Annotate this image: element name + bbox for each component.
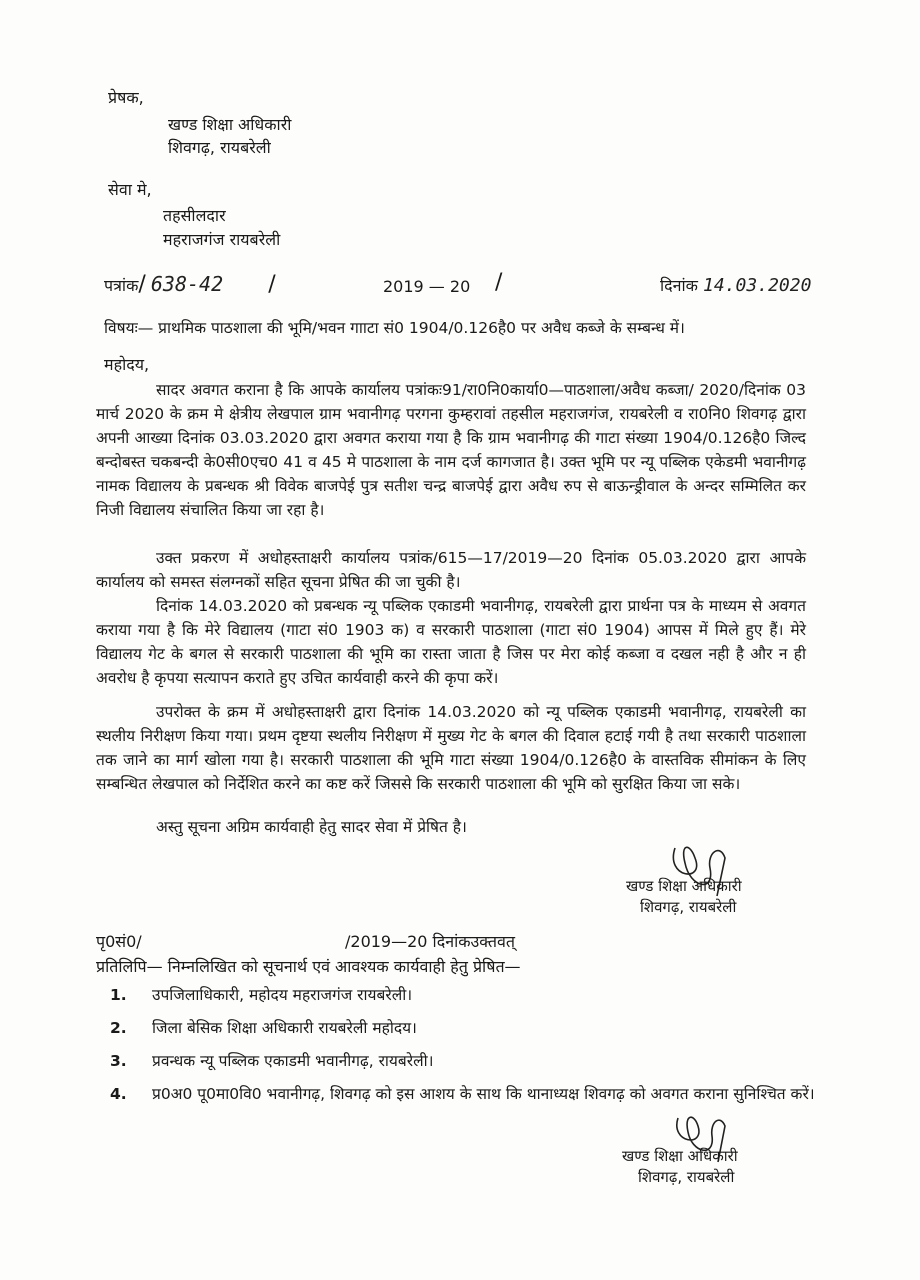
signature1-designation: खण्ड शिक्षा अधिकारी — [626, 877, 742, 895]
session-year: 2019 — 20 — [383, 277, 471, 296]
signature2-designation: खण्ड शिक्षा अधिकारी — [622, 1147, 738, 1165]
signature1-location: शिवगढ़, रायबरेली — [640, 898, 737, 916]
recipient-location: महराजगंज रायबरेली — [163, 230, 281, 249]
recipient-label: सेवा मे, — [108, 180, 152, 199]
date-value: 14.03.2020 — [703, 275, 812, 296]
body-paragraph-1: सादर अवगत कराना है कि आपके कार्यालय पत्रांकः91/रा0नि0कार्या0—पाठशाला/अवैध कब्जा/ 2020/दिनांक 03 मार्च 2020 के क्रम मे क्षेत्रीय लेखपाल ग्राम भवानीगढ़ परगना कुम्हरावां तहसील महराजगंज, रायबरेली व रा0नि0 शिवगढ़ द्वारा अपनी आख्या दिनांक 03.03.2020 द्वारा अवगत कराया गया है कि ग्राम भवानीगढ़ की गाटा संख्या 1904/0.126है0 जिल्द बन्दोबस्त चकबन्दी के0सी0एच0 41 व 45 मे पाठशाला के नाम दर्ज कागजात है। उक्त भूमि पर न्यू पब्लिक एकेडमी भवानीगढ़ नामक विद्यालय के प्रबन्धक श्री विवेक बाजपेई पुत्र सतीश चन्द्र बाजपेई द्वारा अवैध रुप से बाऊन्ड्रीवाल के अन्दर सम्मिलित कर निजी विद्यालय संचालित किया जा रहा है। — [96, 381, 806, 519]
patrank-label: पत्रांक — [104, 276, 139, 295]
patrank-line: पत्रांक/ 638-42 / — [104, 272, 276, 297]
session-slash: / — [495, 270, 503, 295]
sender-location: शिवगढ़, रायबरेली — [168, 138, 271, 157]
copy-ref-suffix: /2019—20 दिनांकउक्तवत् — [345, 932, 515, 951]
list-item: 1. उपजिलाधिकारी, महोदय महराजगंज रायबरेली। — [110, 986, 413, 1004]
list-item: 3. प्रवन्धक न्यू पब्लिक एकाडमी भवानीगढ़, रायबरेली। — [110, 1052, 434, 1070]
recipient-designation: तहसीलदार — [163, 206, 226, 225]
copy-ref-prefix: पृ0सं0/ — [96, 932, 142, 951]
body-paragraph-2: उक्त प्रकरण में अधोहस्ताक्षरी कार्यालय पत्रांक/615—17/2019—20 दिनांक 05.03.2020 द्वारा आपके कार्यालय को समस्त संलग्नकों सहित सूचना प्रेषित की जा चुकी है। — [96, 549, 806, 591]
body-paragraph-3: दिनांक 14.03.2020 को प्रबन्धक न्यू पब्लिक एकाडमी भवानीगढ़, रायबरेली द्वारा प्रार्थना पत्र के माध्यम से अवगत कराया गया है कि मेरे विद्यालय (गाटा सं0 1903 क) व सरकारी पाठशाला (गाटा सं0 1904) आपस में मिले हुए हैं। मेरे विद्यालय गेट के बगल से सरकारी पाठशाला की भूमि का रास्ता जाता है जिस पर मेरा कोई कब्जा व दखल नही है और न ही अवरोध है कृपया सत्यापन कराते हुए उचित कार्यवाही करने की कृपा करें। — [96, 597, 806, 687]
list-item: 2. जिला बेसिक शिक्षा अधिकारी रायबरेली महोदय। — [110, 1019, 417, 1037]
salutation: महोदय, — [104, 355, 150, 374]
sender-designation: खण्ड शिक्षा अधिकारी — [168, 115, 292, 134]
copy-list — [110, 985, 830, 1117]
date-label: दिनांक — [660, 276, 698, 295]
body-paragraph-5: अस्तु सूचना अग्रिम कार्यवाही हेतु सादर सेवा में प्रेषित है। — [156, 818, 467, 836]
copy-intro: प्रतिलिपि— निम्नलिखित को सूचनार्थ एवं आवश्यक कार्यवाही हेतु प्रेषित— — [96, 957, 521, 976]
signature2-location: शिवगढ़, रायबरेली — [638, 1168, 735, 1186]
subject-line: विषयः— प्राथमिक पाठशाला की भूमि/भवन गााटा सं0 1904/0.126है0 पर अवैध कब्जे के सम्बन्ध में। — [104, 319, 685, 337]
sender-label: प्रेषक, — [108, 88, 144, 107]
patrank-number: 638-42 — [150, 272, 224, 296]
body-paragraph-4: उपरोक्त के क्रम में अधोहस्ताक्षरी द्वारा दिनांक 14.03.2020 को न्यू पब्लिक एकाडमी भवानीगढ़, रायबरेली का स्थलीय निरीक्षण किया गया। प्रथम दृष्टया स्थलीय निरीक्षण में मुख्य गेट के बगल की दिवाल हटाई गयी है तथा सरकारी पाठशाला तक जाने का मार्ग खोला गया है। सरकारी पाठशाला की भूमि गाटा संख्या 1904/0.126है0 के वास्तविक सीमांकन के लिए सम्बन्धित लेखपाल को निर्देशित करने का कष्ट करें जिससे कि सरकारी पाठशाला की भूमि को सुरक्षित किया जा सके। — [96, 703, 806, 793]
list-item: 4. प्र0अ0 पू0मा0वि0 भवानीगढ़, शिवगढ़ को इस आशय के साथ कि थानाध्यक्ष शिवगढ़ को अवगत कराना सुनिश्चित करें। — [110, 1085, 815, 1103]
date-line — [660, 276, 811, 296]
